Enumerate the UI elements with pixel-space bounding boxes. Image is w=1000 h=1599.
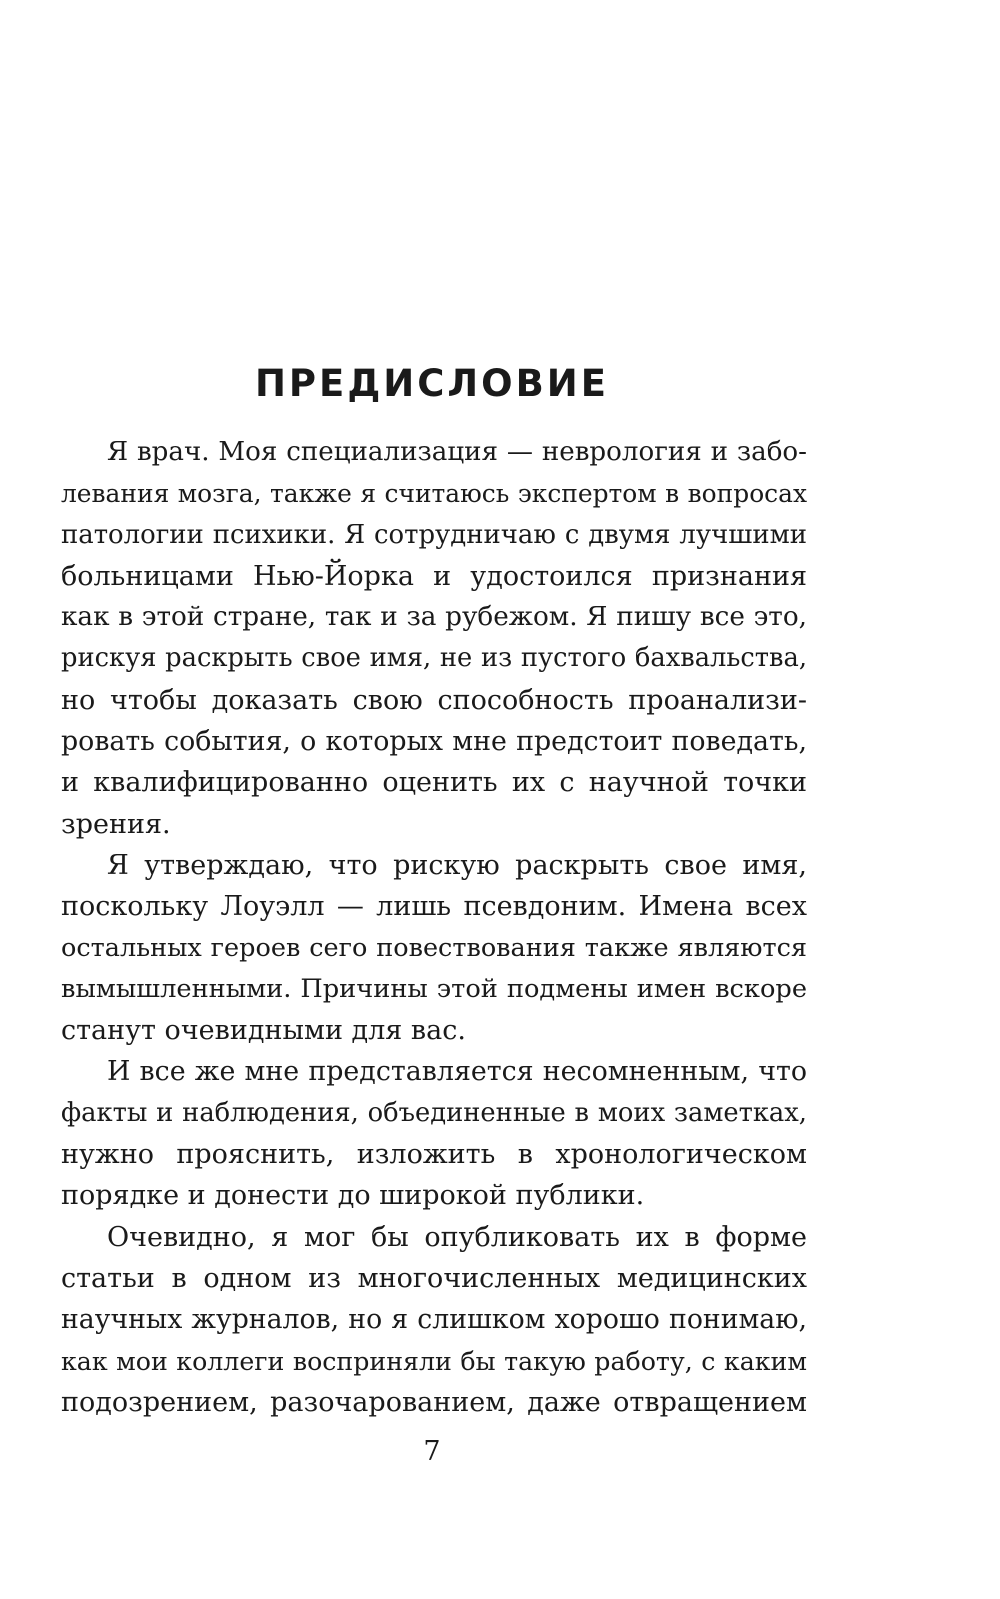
text-line: больницами Нью-Йорка и удостоился признания [61,560,807,592]
paragraph-3 [61,1051,807,1216]
text-line: вымышленными. Причины этой подмены имен вскоре [61,973,807,1004]
text-line: и квалифицированно оценить их с научной точки [61,767,807,799]
text-line: левания мозга, также я считаюсь экспертом в вопросах [61,479,807,509]
text-line: но чтобы доказать свою способность проанализи- [61,684,807,716]
text-line: факты и наблюдения, объединенные в моих заметках, [61,1097,807,1128]
text-line: порядке и донести до широкой публики. [61,1180,645,1212]
text-line: патологии психики. Я сотрудничаю с двумя лучшими [61,519,807,550]
text-line: Я врач. Моя специализация — неврология и забо- [107,437,807,467]
text-line: поскольку Лоуэлл — лишь псевдоним. Имена всех [61,891,807,923]
text-line: остальных героев сего повествования также являются [61,932,807,963]
text-line: Я утверждаю, что рискую раскрыть свое имя, [107,849,807,881]
text-line: Очевидно, я мог бы опубликовать их в форме [107,1221,807,1253]
text-line: подозрением, разочарованием, даже отвращением [61,1386,807,1418]
text-line: ровать события, о которых мне предстоит поведать, [61,726,807,758]
page-number: 7 [423,1436,441,1467]
text-line: И все же мне представляется несомненным, что [107,1056,807,1088]
chapter-title: ПРЕДИСЛОВИЕ [254,362,610,405]
text-line: статьи в одном из многочисленных медицинских [61,1262,807,1294]
text-line: нужно прояснить, изложить в хронологическом [61,1139,807,1171]
text-line: зрения. [61,808,171,840]
paragraph-2 [61,845,807,1051]
text-line: станут очевидными для вас. [61,1015,466,1047]
text-line: научных журналов, но я слишком хорошо понимаю, [61,1304,807,1336]
paragraph-4 [61,1217,807,1423]
text-line: как в этой стране, так и за рубежом. Я пишу все это, [61,602,807,633]
text-line: как мои коллеги восприняли бы такую работу, с каким [61,1346,807,1376]
text-line: рискуя раскрыть свое имя, не из пустого бахвальства, [61,643,807,674]
body-text [61,432,807,1423]
paragraph-1 [61,432,807,845]
